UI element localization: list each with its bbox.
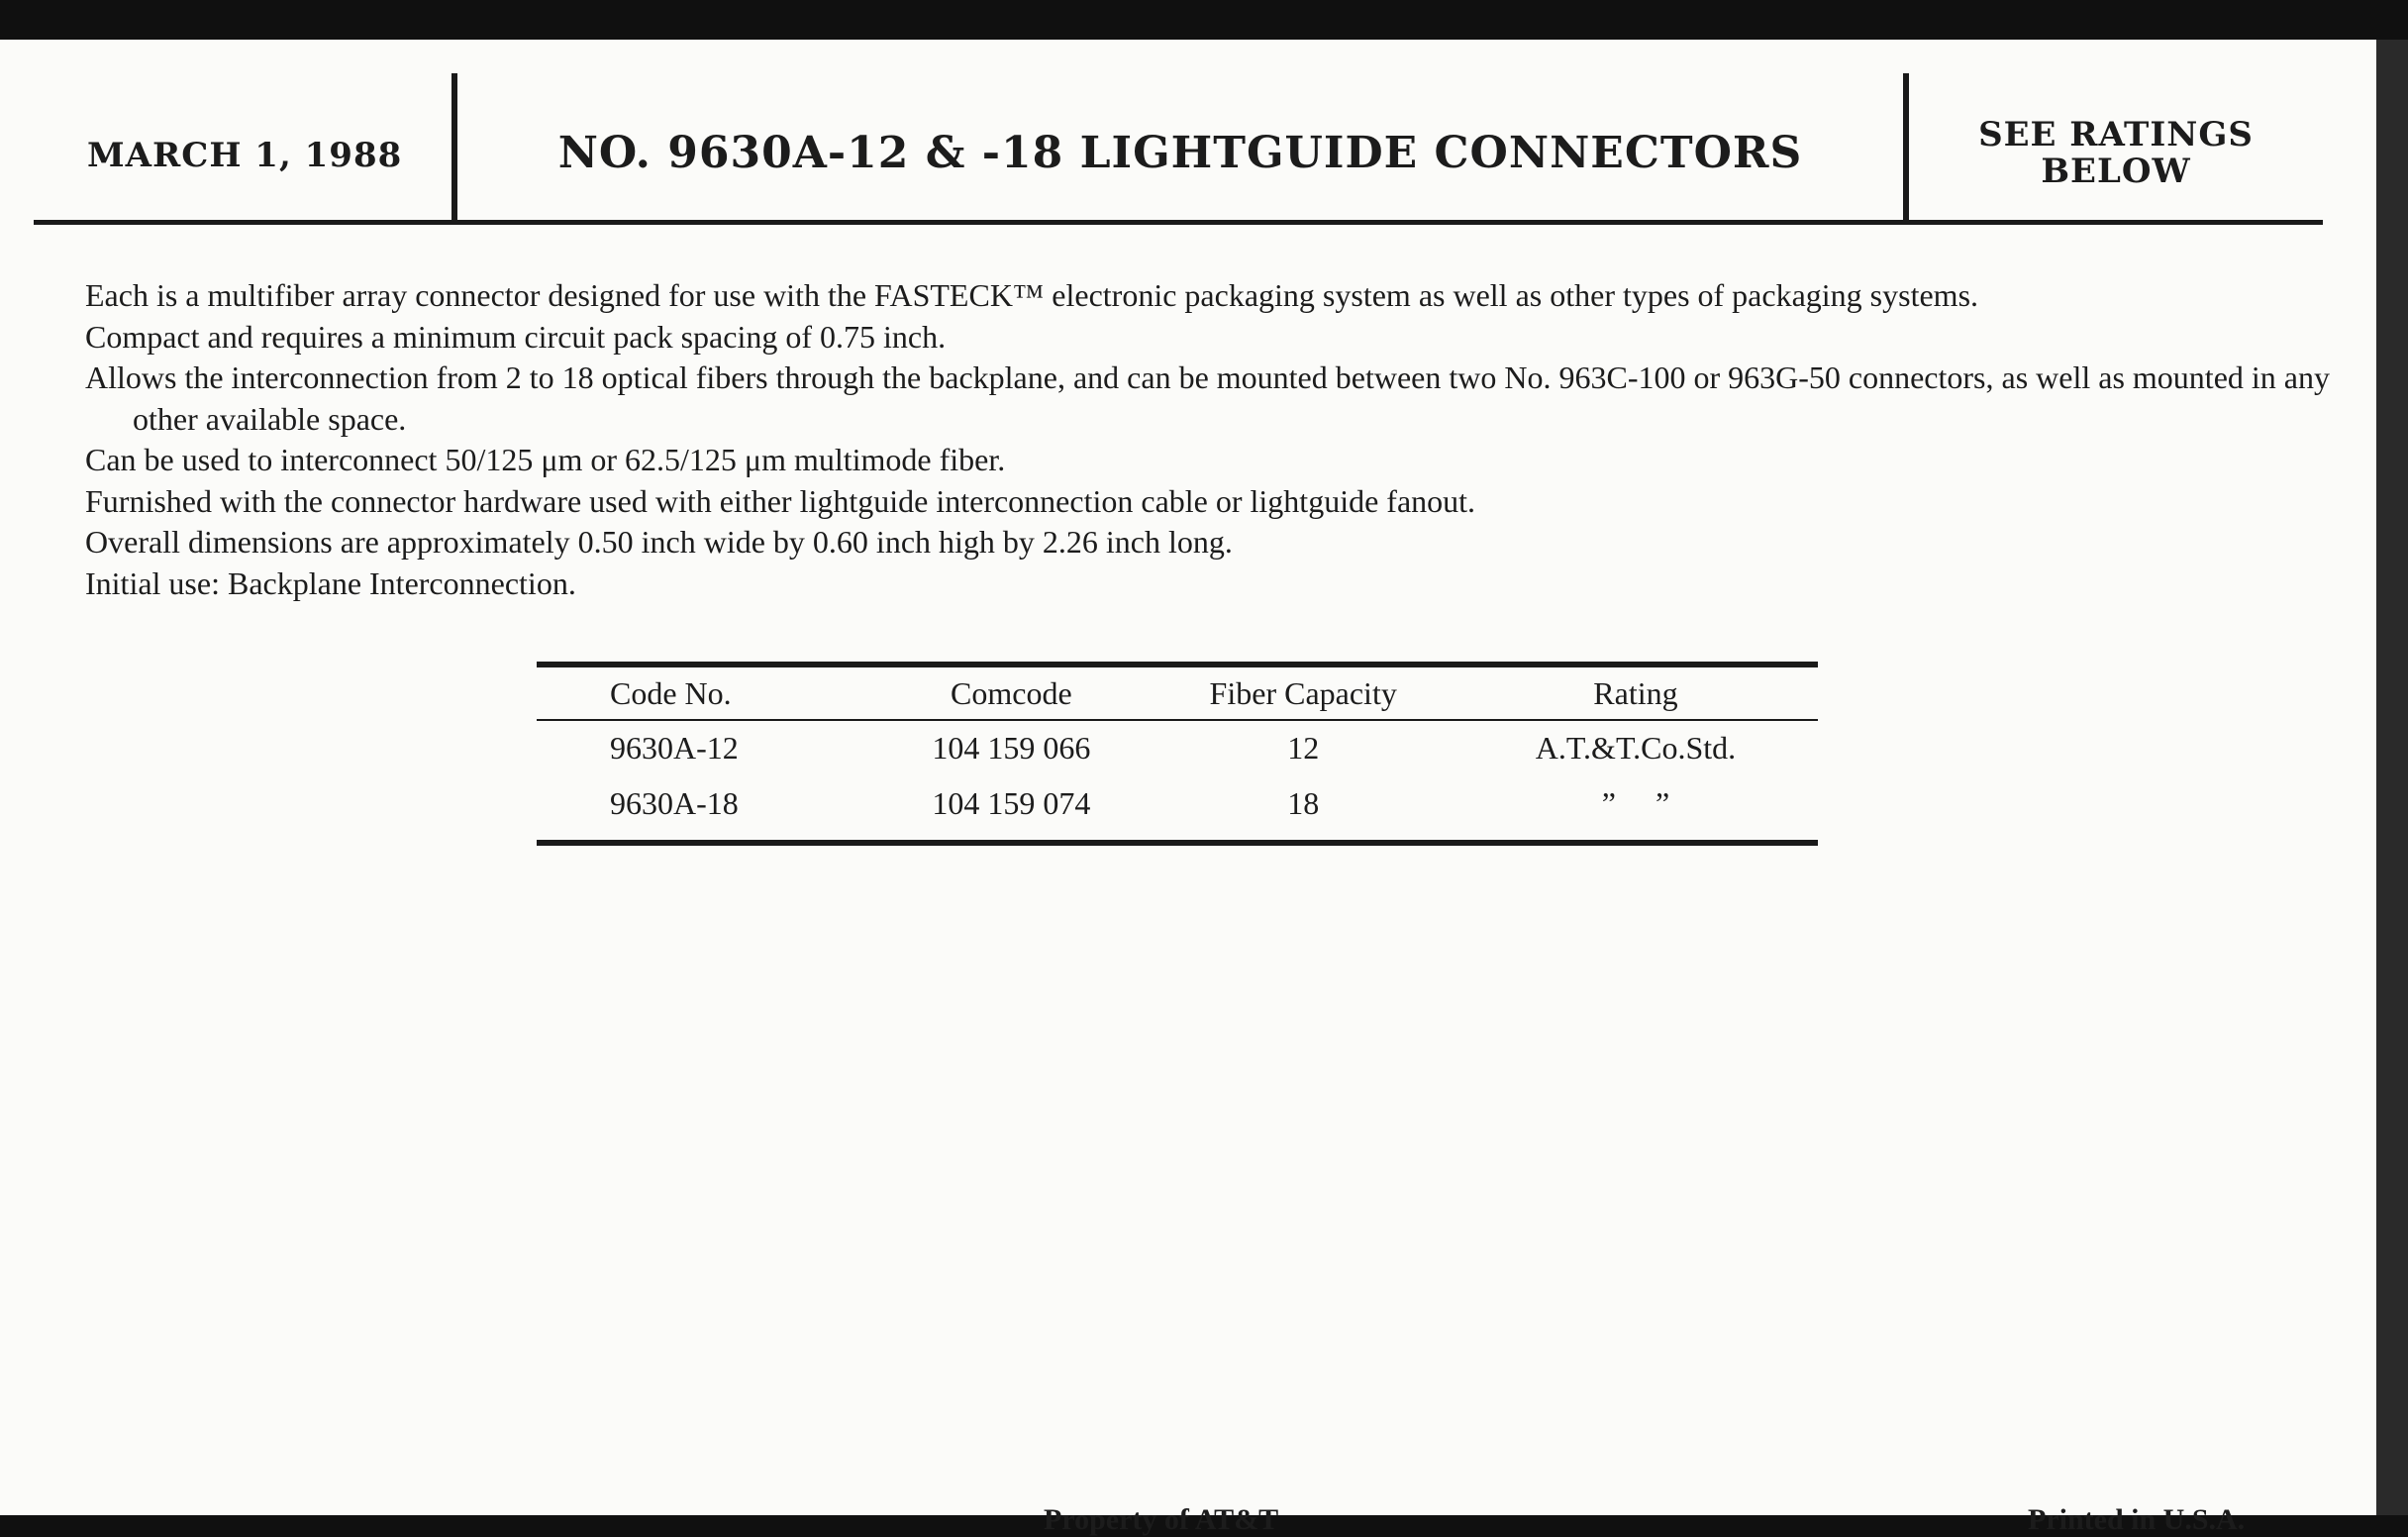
cell-fiber-capacity: 18 xyxy=(1287,784,1320,821)
paragraph: Initial use: Backplane Interconnection. xyxy=(85,564,576,601)
rating-line-2: BELOW xyxy=(2041,152,2191,191)
col-header-comcode: Comcode xyxy=(869,665,1153,720)
col-header-fiber-capacity: Fiber Capacity xyxy=(1153,665,1453,720)
paragraph: Can be used to interconnect 50/125 μm or 62.5/125 μm multimode fiber. xyxy=(85,442,1006,477)
scan-edge xyxy=(2376,40,2408,1515)
description-body xyxy=(85,275,2362,604)
table-row xyxy=(537,772,1818,843)
footer-property: Property of AT&T xyxy=(1044,1503,1279,1536)
paragraph: Furnished with the connector hardware used with either lightguide interconnection cable or lightguide fanout. xyxy=(85,482,1476,519)
connector-table xyxy=(537,662,1818,846)
rating-line-1: SEE RATINGS xyxy=(1978,115,2254,154)
col-header-code-no: Code No. xyxy=(537,665,869,720)
footer-printed: Printed in U.S.A. xyxy=(2028,1503,2246,1536)
cell-fiber-capacity: 12 xyxy=(1287,729,1320,766)
cell-code-no: 9630A-18 xyxy=(610,784,739,821)
paragraph: Allows the interconnection from 2 to 18 optical fibers through the backplane, and can be mounted between two No. 963C-100 or 963G-50 connectors, as well as mounted in any other available space. xyxy=(85,359,2330,437)
cell-comcode: 104 159 066 xyxy=(932,729,1091,766)
cell-comcode: 104 159 074 xyxy=(932,784,1091,821)
document-sheet xyxy=(0,40,2376,1536)
col-header-rating: Rating xyxy=(1454,665,1818,720)
header-rating-note xyxy=(1909,117,2323,190)
cell-code-no: 9630A-12 xyxy=(610,729,739,766)
paragraph: Each is a multifiber array connector designed for use with the FASTECK™ electronic packaging system as well as other types of packaging systems. xyxy=(85,277,1979,313)
header-date: MARCH 1, 1988 xyxy=(87,136,403,175)
cell-rating: A.T.&T.Co.Std. xyxy=(1535,729,1737,766)
paragraph: Overall dimensions are approximately 0.50 inch wide by 0.60 inch high by 2.26 inch long. xyxy=(85,524,1233,560)
table-header-row xyxy=(537,665,1818,720)
cell-rating: ” ” xyxy=(1601,784,1670,821)
header-rule xyxy=(34,220,2323,225)
document-title: NO. 9630A-12 & -18 LIGHTGUIDE CONNECTORS xyxy=(557,128,1803,178)
table-row xyxy=(537,720,1818,772)
paragraph: Compact and requires a minimum circuit pack spacing of 0.75 inch. xyxy=(85,318,947,355)
